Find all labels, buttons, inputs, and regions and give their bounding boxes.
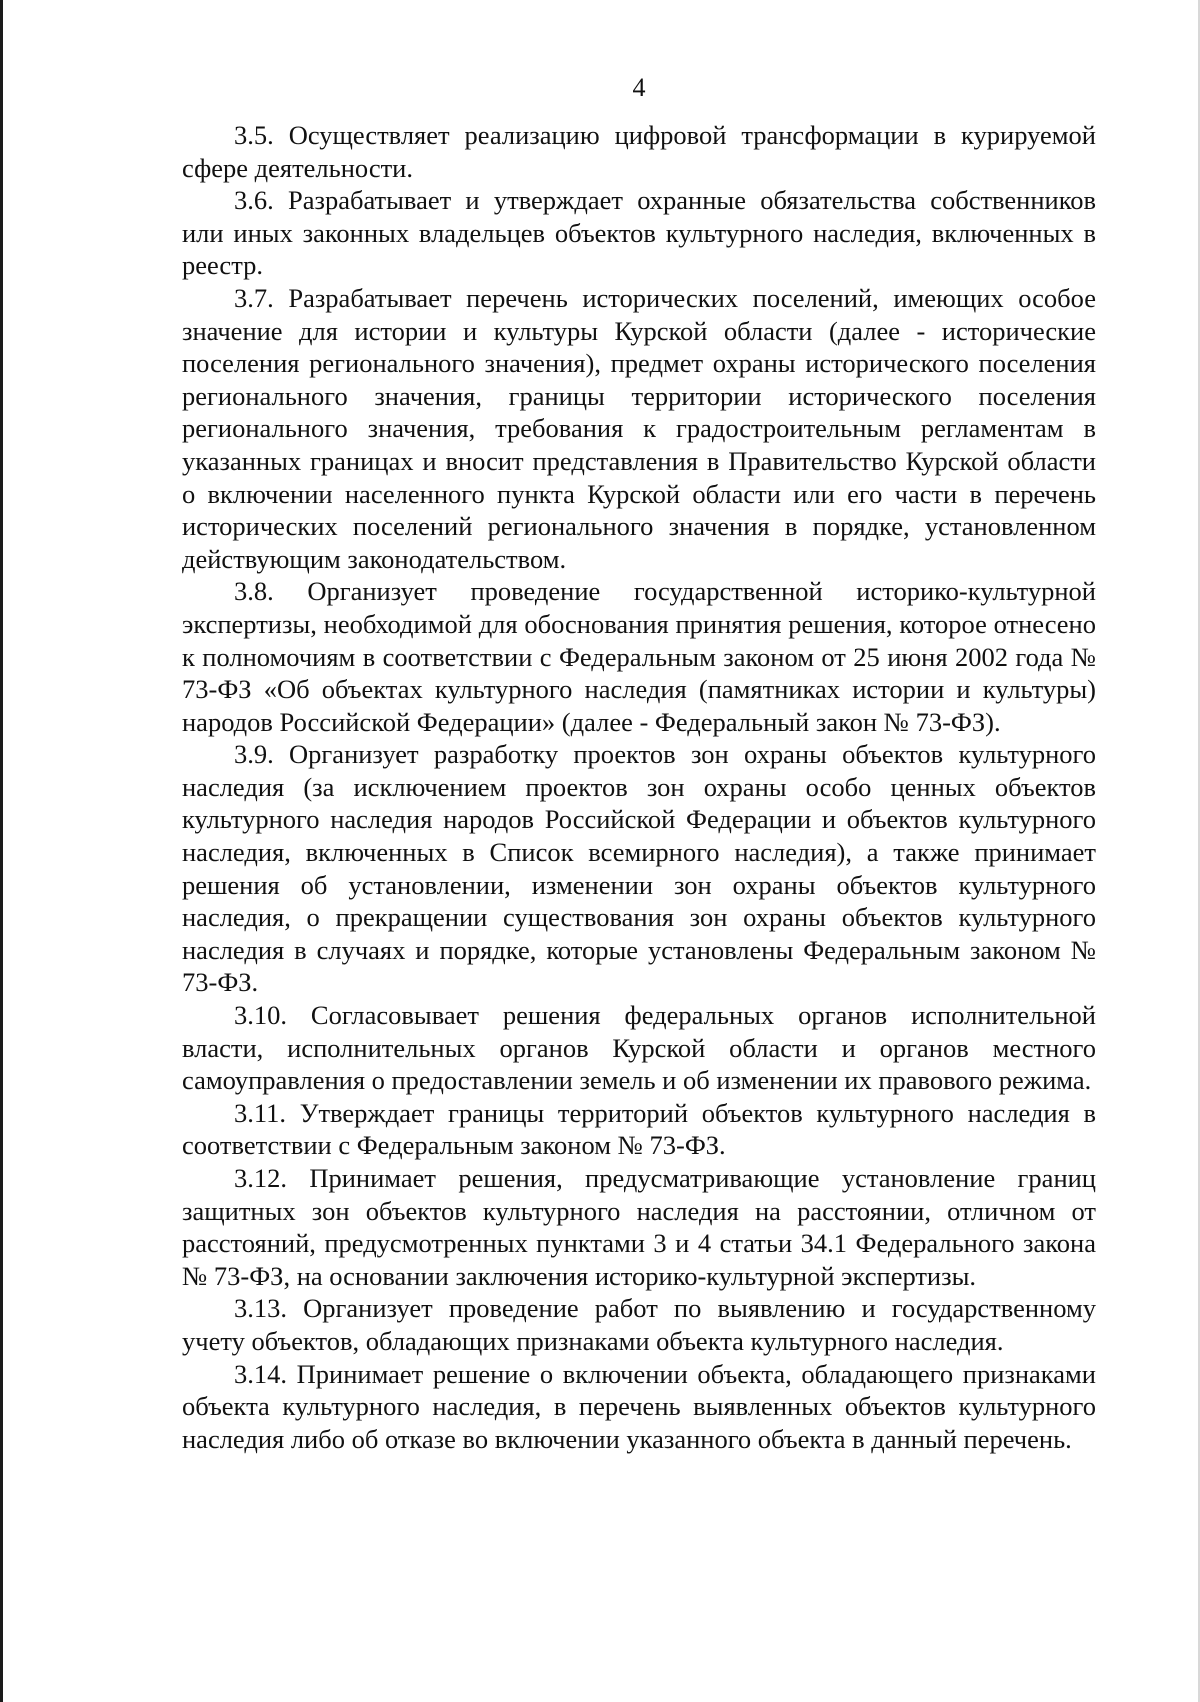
paragraph-3-13: 3.13. Организует проведение работ по выявлению и государственному учету объектов, обладающих признаками объекта культурного наследия. bbox=[182, 1293, 1096, 1356]
scan-left-edge bbox=[0, 0, 3, 1702]
paragraph-3-7: 3.7. Разрабатывает перечень исторических поселений, имеющих особое значение для истории и культуры Курской области (далее - исторические поселения регионального значения), предмет охраны исторического поселения регионального значения, границы территории исторического поселения регионального значения, требования к градостроительным регламентам в указанных границах и вносит представления в Правительство Курской области о включении населенного пункта Курской области или его части в перечень исторических поселений регионального значения в порядке, установленном действующим законодательством. bbox=[182, 282, 1096, 574]
paragraph-3-11: 3.11. Утверждает границы территорий объектов культурного наследия в соответствии с Федеральным законом № 73-ФЗ. bbox=[182, 1097, 1096, 1161]
document-body bbox=[182, 119, 1096, 1455]
paragraph-3-8: 3.8. Организует проведение государственной историко-культурной экспертизы, необходимой для обоснования принятия решения, которое отнесено к полномочиям в соответствии с Федеральным законом от 25 июня 2002 года № 73-ФЗ «Об объектах культурного наследия (памятниках истории и культуры) народов Российской Федерации» (далее - Федеральный закон № 73-ФЗ). bbox=[182, 576, 1096, 737]
paragraph-3-14: 3.14. Принимает решение о включении объекта, обладающего признаками объекта культурного наследия, в перечень выявленных объектов культурного наследия либо об отказе во включении указанного объекта в данный перечень. bbox=[182, 1358, 1096, 1454]
paragraph-3-9: 3.9. Организует разработку проектов зон охраны объектов культурного наследия (за исключением проектов зон охраны особо ценных объектов культурного наследия народов Российской Федерации и объектов культурного наследия, включенных в Список всемирного наследия), а также принимает решения об установлении, изменении зон охраны объектов культурного наследия, о прекращении существования зон охраны объектов культурного наследия в случаях и порядке, которые установлены Федеральным законом № 73-ФЗ. bbox=[182, 739, 1096, 998]
paragraph-3-10: 3.10. Согласовывает решения федеральных органов исполнительной власти, исполнительных органов Курской области и органов местного самоуправления о предоставлении земель и об изменении их правового режима. bbox=[182, 1000, 1096, 1096]
paragraph-3-6: 3.6. Разрабатывает и утверждает охранные обязательства собственников или иных законных владельцев объектов культурного наследия, включенных в реестр. bbox=[182, 185, 1096, 281]
page-number: 4 bbox=[632, 73, 646, 102]
paragraph-3-5: 3.5. Осуществляет реализацию цифровой трансформации в курируемой сфере деятельности. bbox=[182, 120, 1096, 183]
paragraph-3-12: 3.12. Принимает решения, предусматривающие установление границ защитных зон объектов культурного наследия на расстоянии, отличном от расстояний, предусмотренных пунктами 3 и 4 статьи 34.1 Федерального закона № 73-ФЗ, на основании заключения историко-культурной экспертизы. bbox=[182, 1163, 1096, 1291]
